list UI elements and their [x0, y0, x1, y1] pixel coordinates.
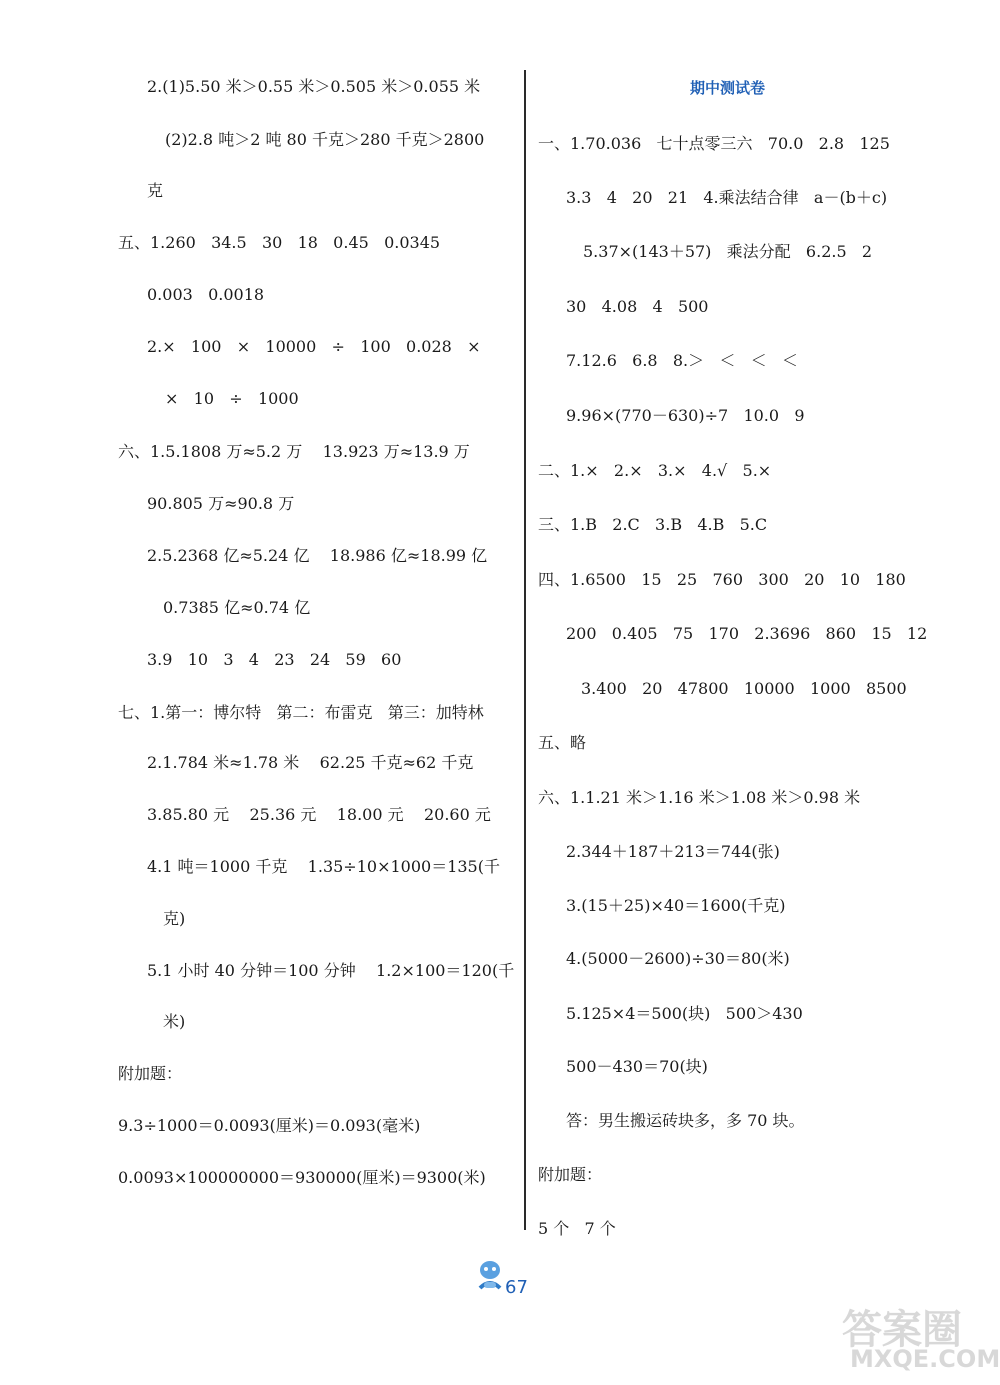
answer-line: 附加题： [538, 1165, 603, 1184]
answer-line: 2.1.784 米≈1.78 米 62.25 千克≈62 千克 [147, 753, 474, 772]
column-divider [524, 70, 526, 1230]
page-number: 67 [505, 1277, 528, 1298]
answer-line: 2.(1)5.50 米＞0.55 米＞0.505 米＞0.055 米 [147, 77, 481, 96]
answer-line: 米) [163, 1012, 186, 1031]
answer-line: 答：男生搬运砖块多，多 70 块。 [566, 1111, 805, 1130]
answer-line: 9.3÷1000＝0.0093(厘米)＝0.093(毫米) [118, 1116, 421, 1135]
answer-line: 2.344＋187＋213＝744(张) [566, 842, 780, 861]
answer-line: 3.3 4 20 21 4.乘法结合律 a－(b＋c) [566, 188, 888, 207]
answer-line: 9.96×(770－630)÷7 10.0 9 [566, 406, 805, 425]
answer-line: 0.003 0.0018 [147, 285, 265, 304]
answer-line: 90.805 万≈90.8 万 [147, 494, 295, 513]
answer-line: 3.(15＋25)×40＝1600(千克) [566, 896, 786, 915]
answer-line: 5 个 7 个 [538, 1219, 616, 1238]
watermark-logo: 答案圈 [842, 1307, 962, 1353]
answer-line: × 10 ÷ 1000 [165, 389, 299, 408]
answer-line: 六、1.1.21 米＞1.16 米＞1.08 米＞0.98 米 [538, 788, 861, 807]
answer-line: 500－430＝70(块) [566, 1057, 708, 1076]
answer-line: 3.85.80 元 25.36 元 18.00 元 20.60 元 [147, 805, 491, 824]
answer-line: 四、1.6500 15 25 760 300 20 10 180 [538, 570, 906, 589]
answer-line: 5.125×4＝500(块) 500＞430 [566, 1004, 803, 1023]
answer-line: 六、1.5.1808 万≈5.2 万 13.923 万≈13.9 万 [118, 442, 470, 461]
answer-line: 三、1.B 2.C 3.B 4.B 5.C [538, 515, 768, 534]
answer-line: 附加题： [118, 1064, 183, 1083]
answer-line: (2)2.8 吨＞2 吨 80 千克＞280 千克＞2800 [165, 130, 485, 149]
mascot-icon [474, 1258, 506, 1294]
answer-line: 七、1.第一：博尔特 第二：布雷克 第三：加特林 [118, 703, 484, 722]
answer-line: 一、1.70.036 七十点零三六 70.0 2.8 125 [538, 134, 890, 153]
answer-line: 克) [163, 909, 186, 928]
answer-line: 4.(5000－2600)÷30＝80(米) [566, 949, 790, 968]
answer-line: 克 [147, 181, 164, 200]
answer-line: 二、1.× 2.× 3.× 4.√ 5.× [538, 461, 772, 480]
answer-line: 0.0093×100000000＝930000(厘米)＝9300(米) [118, 1168, 486, 1187]
answer-line: 4.1 吨＝1000 千克 1.35÷10×1000＝135(千 [147, 857, 500, 876]
answer-line: 7.12.6 6.8 8.＞ ＜ ＜ ＜ [566, 351, 798, 370]
answer-line: 2.5.2368 亿≈5.24 亿 18.986 亿≈18.99 亿 [147, 546, 488, 565]
answer-line: 3.9 10 3 4 23 24 59 60 [147, 650, 402, 669]
answer-line: 五、略 [538, 733, 587, 752]
answer-line: 200 0.405 75 170 2.3696 860 15 12 [566, 624, 928, 643]
answer-line: 3.400 20 47800 10000 1000 8500 [581, 679, 907, 698]
answer-line: 0.7385 亿≈0.74 亿 [163, 598, 311, 617]
answer-line: 30 4.08 4 500 [566, 297, 709, 316]
answer-line: 2.× 100 × 10000 ÷ 100 0.028 × [147, 337, 481, 356]
answer-line: 5.1 小时 40 分钟＝100 分钟 1.2×100＝120(千 [147, 961, 515, 980]
section-title: 期中测试卷 [690, 79, 766, 97]
watermark-url: MXQE.COM [850, 1345, 1000, 1373]
answer-line: 五、1.260 34.5 30 18 0.45 0.0345 [118, 233, 441, 252]
answer-line: 5.37×(143＋57) 乘法分配 6.2.5 2 [583, 242, 873, 261]
